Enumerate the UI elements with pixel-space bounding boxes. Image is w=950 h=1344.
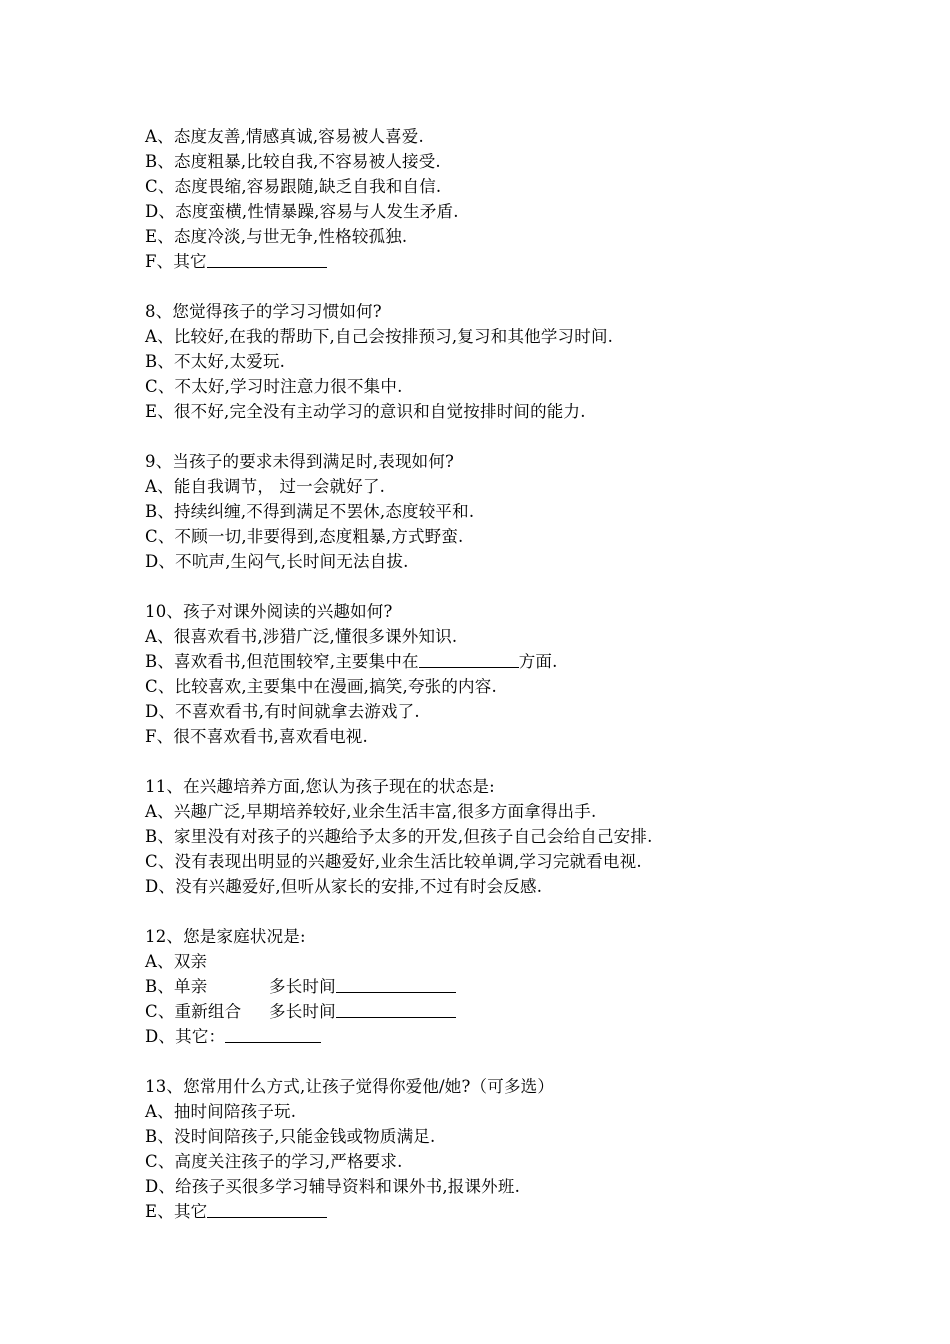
q9-option-d: D、不吭声,生闷气,长时间无法自拔. — [145, 552, 409, 571]
q10-option-f: F、很不喜欢看书,喜欢看电视. — [145, 727, 368, 746]
q8-option-e: E、很不好,完全没有主动学习的意识和自觉按排时间的能力. — [145, 402, 586, 421]
q7-option-d: D、态度蛮横,性情暴躁,容易与人发生矛盾. — [145, 202, 459, 221]
q12-option-c — [145, 999, 905, 1024]
question-12 — [145, 924, 905, 1049]
q13-title: 13、您常用什么方式,让孩子觉得你爱他/她?（可多选） — [145, 1077, 555, 1096]
q12-combined-duration-blank[interactable] — [336, 1001, 456, 1018]
q12-option-a: A、双亲 — [145, 952, 208, 971]
q11-option-c: C、没有表现出明显的兴趣爱好,业余生活比较单调,学习完就看电视. — [145, 852, 642, 871]
q13-option-e-label: E、其它 — [145, 1202, 208, 1221]
q12-option-c-label: C、重新组合 — [145, 1002, 242, 1021]
q8-option-b: B、不太好,太爱玩. — [145, 352, 286, 371]
q10-option-b-suffix: 方面. — [518, 652, 558, 671]
q7-other-blank[interactable] — [207, 251, 327, 268]
q10-reading-blank[interactable] — [419, 651, 519, 668]
q13-other-blank[interactable] — [207, 1201, 327, 1218]
q8-option-c: C、不太好,学习时注意力很不集中. — [145, 377, 403, 396]
q9-option-b: B、持续纠缠,不得到满足不罢休,态度较平和. — [145, 502, 475, 521]
q8-option-a: A、比较好,在我的帮助下,自己会按排预习,复习和其他学习时间. — [145, 327, 614, 346]
question-8 — [145, 299, 905, 424]
q7-option-e: E、态度冷淡,与世无争,性格较孤独. — [145, 227, 408, 246]
question-7-options — [145, 124, 905, 274]
q12-option-b-label: B、单亲 — [145, 977, 208, 996]
q13-option-d: D、给孩子买很多学习辅导资料和课外书,报课外班. — [145, 1177, 521, 1196]
q10-option-c: C、比较喜欢,主要集中在漫画,搞笑,夸张的内容. — [145, 677, 497, 696]
question-13 — [145, 1074, 905, 1224]
q12-title: 12、您是家庭状况是: — [145, 927, 306, 946]
question-11 — [145, 774, 905, 899]
question-10 — [145, 599, 905, 749]
q7-option-b: B、态度粗暴,比较自我,不容易被人接受. — [145, 152, 441, 171]
q7-option-f — [145, 249, 905, 274]
q12-other-blank[interactable] — [225, 1026, 321, 1043]
q13-option-a: A、抽时间陪孩子玩. — [145, 1102, 297, 1121]
q10-option-b-prefix: B、喜欢看书,但范围较窄,主要集中在 — [145, 652, 419, 671]
q9-option-a: A、能自我调节， 过一会就好了. — [145, 477, 386, 496]
q10-option-d: D、不喜欢看书,有时间就拿去游戏了. — [145, 702, 420, 721]
q9-title: 9、当孩子的要求未得到满足时,表现如何? — [145, 452, 455, 471]
questionnaire-page — [145, 124, 905, 1224]
q11-option-a: A、兴趣广泛,早期培养较好,业余生活丰富,很多方面拿得出手. — [145, 802, 597, 821]
q11-option-b: B、家里没有对孩子的兴趣给予太多的开发,但孩子自己会给自己安排. — [145, 827, 653, 846]
q12-single-duration-blank[interactable] — [336, 976, 456, 993]
q11-title: 11、在兴趣培养方面,您认为孩子现在的状态是: — [145, 777, 495, 796]
q12-duration-label: 多长时间 — [269, 1002, 336, 1021]
q12-option-b — [145, 974, 905, 999]
q10-option-b — [145, 649, 905, 674]
question-9 — [145, 449, 905, 574]
q13-option-e — [145, 1199, 905, 1224]
q12-option-d-label: D、其它： — [145, 1027, 226, 1046]
q7-option-f-label: F、其它 — [145, 252, 207, 271]
q8-title: 8、您觉得孩子的学习习惯如何? — [145, 302, 382, 321]
q13-option-b: B、没时间陪孩子,只能金钱或物质满足. — [145, 1127, 436, 1146]
q9-option-c: C、不顾一切,非要得到,态度粗暴,方式野蛮. — [145, 527, 464, 546]
q13-option-c: C、高度关注孩子的学习,严格要求. — [145, 1152, 403, 1171]
q7-option-a: A、态度友善,情感真诚,容易被人喜爱. — [145, 127, 424, 146]
q11-option-d: D、没有兴趣爱好,但听从家长的安排,不过有时会反感. — [145, 877, 543, 896]
q12-duration-label: 多长时间 — [269, 977, 336, 996]
q7-option-c: C、态度畏缩,容易跟随,缺乏自我和自信. — [145, 177, 442, 196]
q10-title: 10、孩子对课外阅读的兴趣如何? — [145, 602, 393, 621]
q10-option-a: A、很喜欢看书,涉猎广泛,懂很多课外知识. — [145, 627, 458, 646]
q12-option-d — [145, 1024, 905, 1049]
